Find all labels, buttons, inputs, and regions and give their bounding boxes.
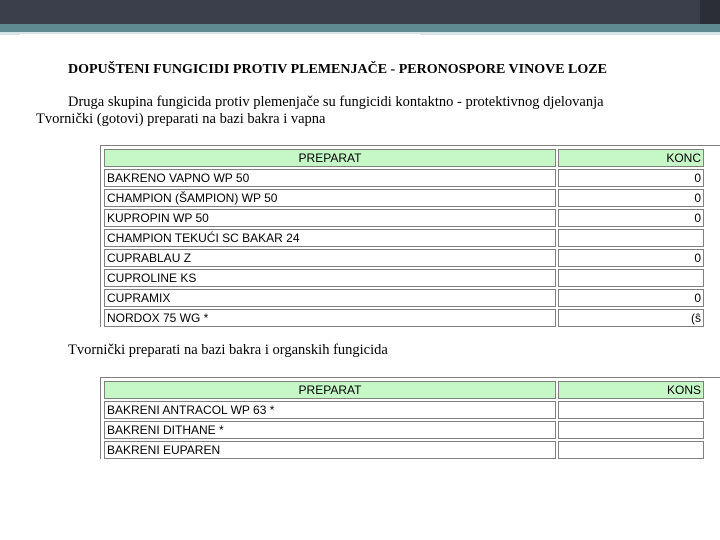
table-cell-preparat: CUPRABLAU Z: [104, 249, 556, 267]
table-cell-preparat: CHAMPION (ŠAMPION) WP 50: [104, 189, 556, 207]
table-cell-preparat: CUPRAMIX: [104, 289, 556, 307]
table-cell-kons: [558, 421, 704, 439]
table-row: [104, 229, 704, 247]
table-cell-konc: [558, 229, 704, 247]
table-row: [104, 189, 704, 207]
table-cell-konc: (ŝ: [558, 309, 704, 327]
table-cell-preparat: BAKRENI DITHANE *: [104, 421, 556, 439]
table-header-row: [104, 149, 704, 167]
fungicide-table-copper-organic: [102, 379, 706, 459]
table2-frame: [100, 377, 720, 459]
column-header-preparat: PREPARAT: [104, 381, 556, 399]
intro-paragraph: Druga skupina fungicida protiv plemenjače su fungicidi kontaktno - protektivnog djelovanja: [68, 94, 604, 110]
fungicide-table-copper-lime: [102, 147, 706, 327]
table-row: [104, 441, 704, 459]
table-cell-konc: [558, 269, 704, 287]
column-header-konc: KONC: [558, 149, 704, 167]
table-cell-preparat: BAKRENI EUPAREN: [104, 441, 556, 459]
table-row: [104, 309, 704, 327]
table-cell-preparat: CHAMPION TEKUĆI SC BAKAR 24: [104, 229, 556, 247]
table-cell-konc: 0: [558, 169, 704, 187]
table-row: [104, 249, 704, 267]
table-cell-konc: 0: [558, 249, 704, 267]
section2-heading: Tvornički preparati na bazi bakra i organskih fungicida: [68, 342, 388, 358]
table-cell-kons: [558, 441, 704, 459]
table1-frame: [100, 145, 720, 327]
table-row: [104, 209, 704, 227]
page-title: DOPUŠTENI FUNGICIDI PROTIV PLEMENJAČE - PERONOSPORE VINOVE LOZE: [68, 62, 607, 77]
table-cell-konc: 0: [558, 209, 704, 227]
table-header-row: [104, 381, 704, 399]
table-row: [104, 289, 704, 307]
table1-viewport: [100, 145, 720, 327]
table2-viewport: [100, 377, 720, 459]
table-cell-konc: 0: [558, 189, 704, 207]
column-header-preparat: PREPARAT: [104, 149, 556, 167]
table-cell-preparat: KUPROPIN WP 50: [104, 209, 556, 227]
column-header-kons: KONS: [558, 381, 704, 399]
table-cell-kons: [558, 401, 704, 419]
table-row: [104, 401, 704, 419]
table-row: [104, 269, 704, 287]
table-row: [104, 169, 704, 187]
table-cell-preparat: BAKRENO VAPNO WP 50: [104, 169, 556, 187]
table-cell-konc: 0: [558, 289, 704, 307]
table-cell-preparat: CUPROLINE KS: [104, 269, 556, 287]
section1-heading: Tvornički (gotovi) preparati na bazi bakra i vapna: [36, 111, 326, 127]
table-cell-preparat: NORDOX 75 WG *: [104, 309, 556, 327]
table-cell-preparat: BAKRENI ANTRACOL WP 63 *: [104, 401, 556, 419]
table-row: [104, 421, 704, 439]
